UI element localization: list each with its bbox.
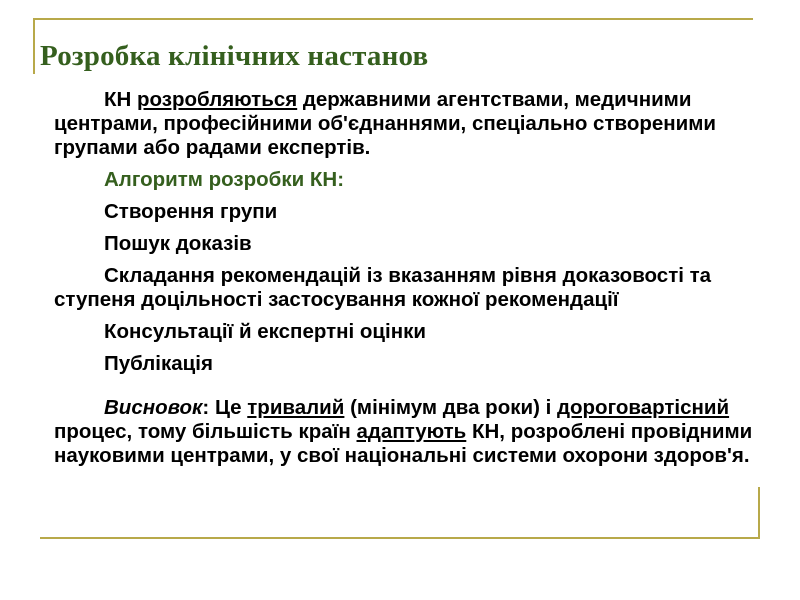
conclusion-paragraph bbox=[54, 396, 766, 468]
step-item bbox=[54, 232, 766, 256]
top-rule bbox=[33, 18, 753, 20]
step-text: Консультації й експертні оцінки bbox=[104, 320, 426, 343]
bottom-rule bbox=[40, 537, 760, 539]
conclusion-adapt: адаптують bbox=[356, 420, 467, 443]
intro-kn: КН bbox=[104, 88, 132, 111]
conclusion-long: тривалий bbox=[247, 396, 345, 419]
algorithm-heading-text: Алгоритм розробки КН: bbox=[104, 168, 345, 191]
step-item bbox=[54, 320, 766, 344]
intro-rest: державними агентствами, медичними центрами, професійними об'єднаннями, спеціально створеними групами або радами експертів. bbox=[54, 88, 717, 159]
conclusion-costly: дороговартісний bbox=[557, 396, 730, 419]
step-text: Пошук доказів bbox=[104, 232, 252, 255]
algorithm-heading bbox=[54, 168, 766, 192]
bottom-right-rule bbox=[758, 487, 760, 539]
slide-title: Розробка клінічних настанов bbox=[40, 40, 429, 72]
conclusion-text-2: (мінімум два роки) і bbox=[344, 396, 557, 419]
step-item bbox=[54, 264, 766, 312]
step-item bbox=[54, 200, 766, 224]
step-text: Складання рекомендацій із вказанням рівня доказовості та ступеня доцільності застосування кожної рекомендації bbox=[54, 264, 712, 311]
conclusion-text-4: КН, розроблені провідними науковими центрами, у свої національні системи охорони здоров'я. bbox=[54, 420, 753, 467]
step-text: Створення групи bbox=[104, 200, 278, 223]
step-text: Публікація bbox=[104, 352, 213, 375]
intro-develop: розробляються bbox=[137, 88, 298, 111]
step-item bbox=[54, 352, 766, 376]
conclusion-text-1: : Це bbox=[202, 396, 248, 419]
conclusion-label: Висновок bbox=[104, 396, 203, 419]
intro-paragraph bbox=[54, 88, 766, 160]
slide-content bbox=[54, 88, 766, 468]
conclusion-text-3: процес, тому більшість країн bbox=[54, 420, 357, 443]
top-left-rule bbox=[33, 18, 35, 74]
